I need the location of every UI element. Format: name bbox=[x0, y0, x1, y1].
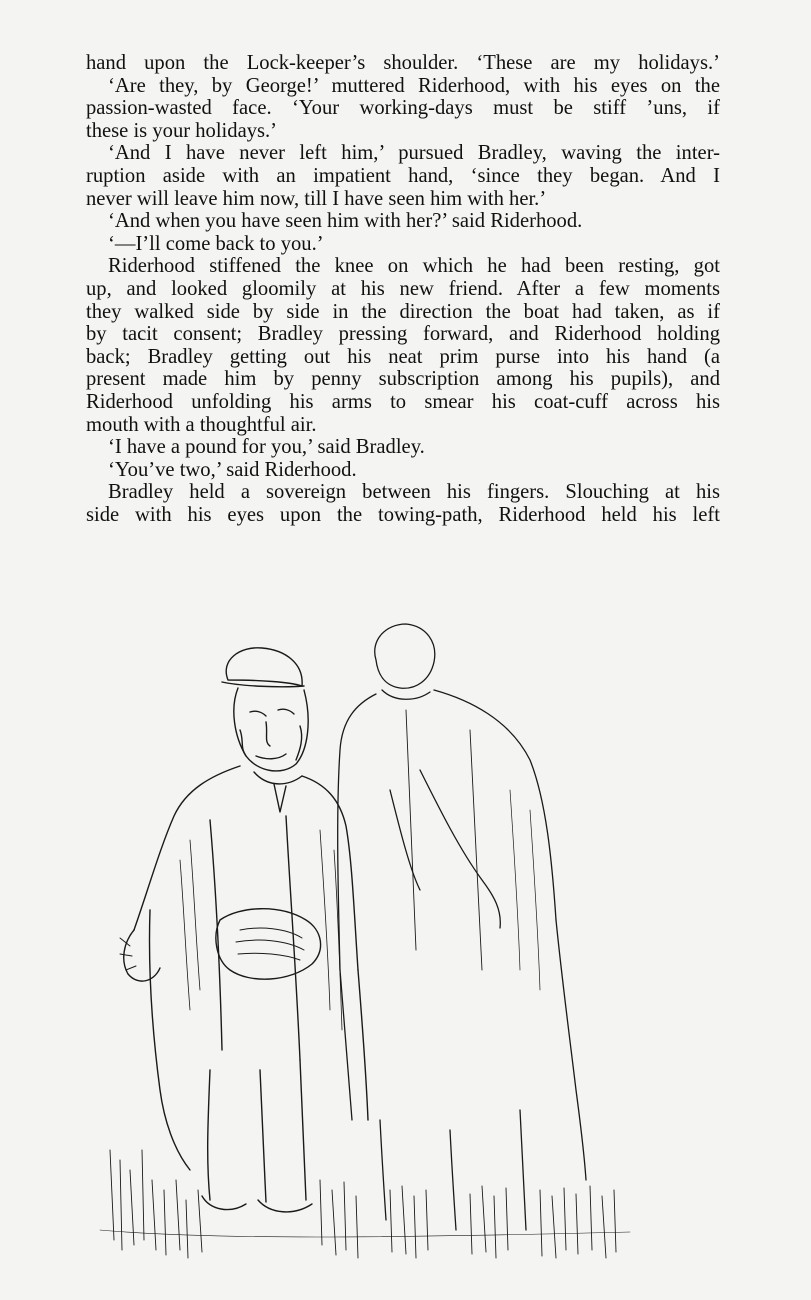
text-line: passion-wasted face. ‘Your working-days must be stiff ’uns, if bbox=[86, 97, 720, 120]
text-line: up, and looked gloomily at his new friend. After a few moments bbox=[86, 277, 720, 300]
text-line: ruption aside with an impatient hand, ‘since they began. And I bbox=[86, 164, 720, 187]
text-line: they walked side by side in the direction the boat had taken, as if bbox=[86, 300, 720, 323]
text-line: Riderhood unfolding his arms to smear his coat-cuff across his bbox=[86, 390, 720, 413]
text-line: ‘Are they, by George!’ muttered Riderhood, with his eyes on the bbox=[108, 74, 720, 97]
text-line: these is your holidays.’ bbox=[86, 119, 278, 142]
text-line: ‘I have a pound for you,’ said Bradley. bbox=[108, 436, 425, 459]
figure-bradley bbox=[338, 624, 586, 1230]
grass-ground bbox=[100, 1150, 630, 1258]
text-line: ‘And when you have seen him with her?’ said Riderhood. bbox=[108, 210, 583, 233]
text-line: Riderhood stiffened the knee on which he had been resting, got bbox=[108, 255, 720, 278]
text-line: ‘And I have never left him,’ pursued Bradley, waving the inter- bbox=[108, 142, 720, 165]
text-line: present made him by penny subscription among his pupils), and bbox=[86, 368, 720, 391]
text-line: ‘You’ve two,’ said Riderhood. bbox=[108, 458, 357, 481]
text-line: back; Bradley getting out his neat prim purse into his hand (a bbox=[86, 345, 720, 368]
text-line: Bradley held a sovereign between his fingers. Slouching at his bbox=[108, 481, 720, 504]
text-line: ‘—I’ll come back to you.’ bbox=[108, 232, 324, 255]
text-line: hand upon the Lock-keeper’s shoulder. ‘These are my holidays.’ bbox=[86, 52, 720, 74]
pen-ink-illustration bbox=[90, 590, 650, 1270]
text-line: never will leave him now, till I have seen him with her.’ bbox=[86, 187, 547, 210]
text-line: by tacit consent; Bradley pressing forward, and Riderhood holding bbox=[86, 323, 720, 346]
text-line: mouth with a thoughtful air. bbox=[86, 413, 317, 436]
body-text bbox=[86, 52, 720, 526]
figure-riderhood bbox=[120, 648, 368, 1212]
text-line: side with his eyes upon the towing-path, Riderhood held his left bbox=[86, 503, 720, 526]
